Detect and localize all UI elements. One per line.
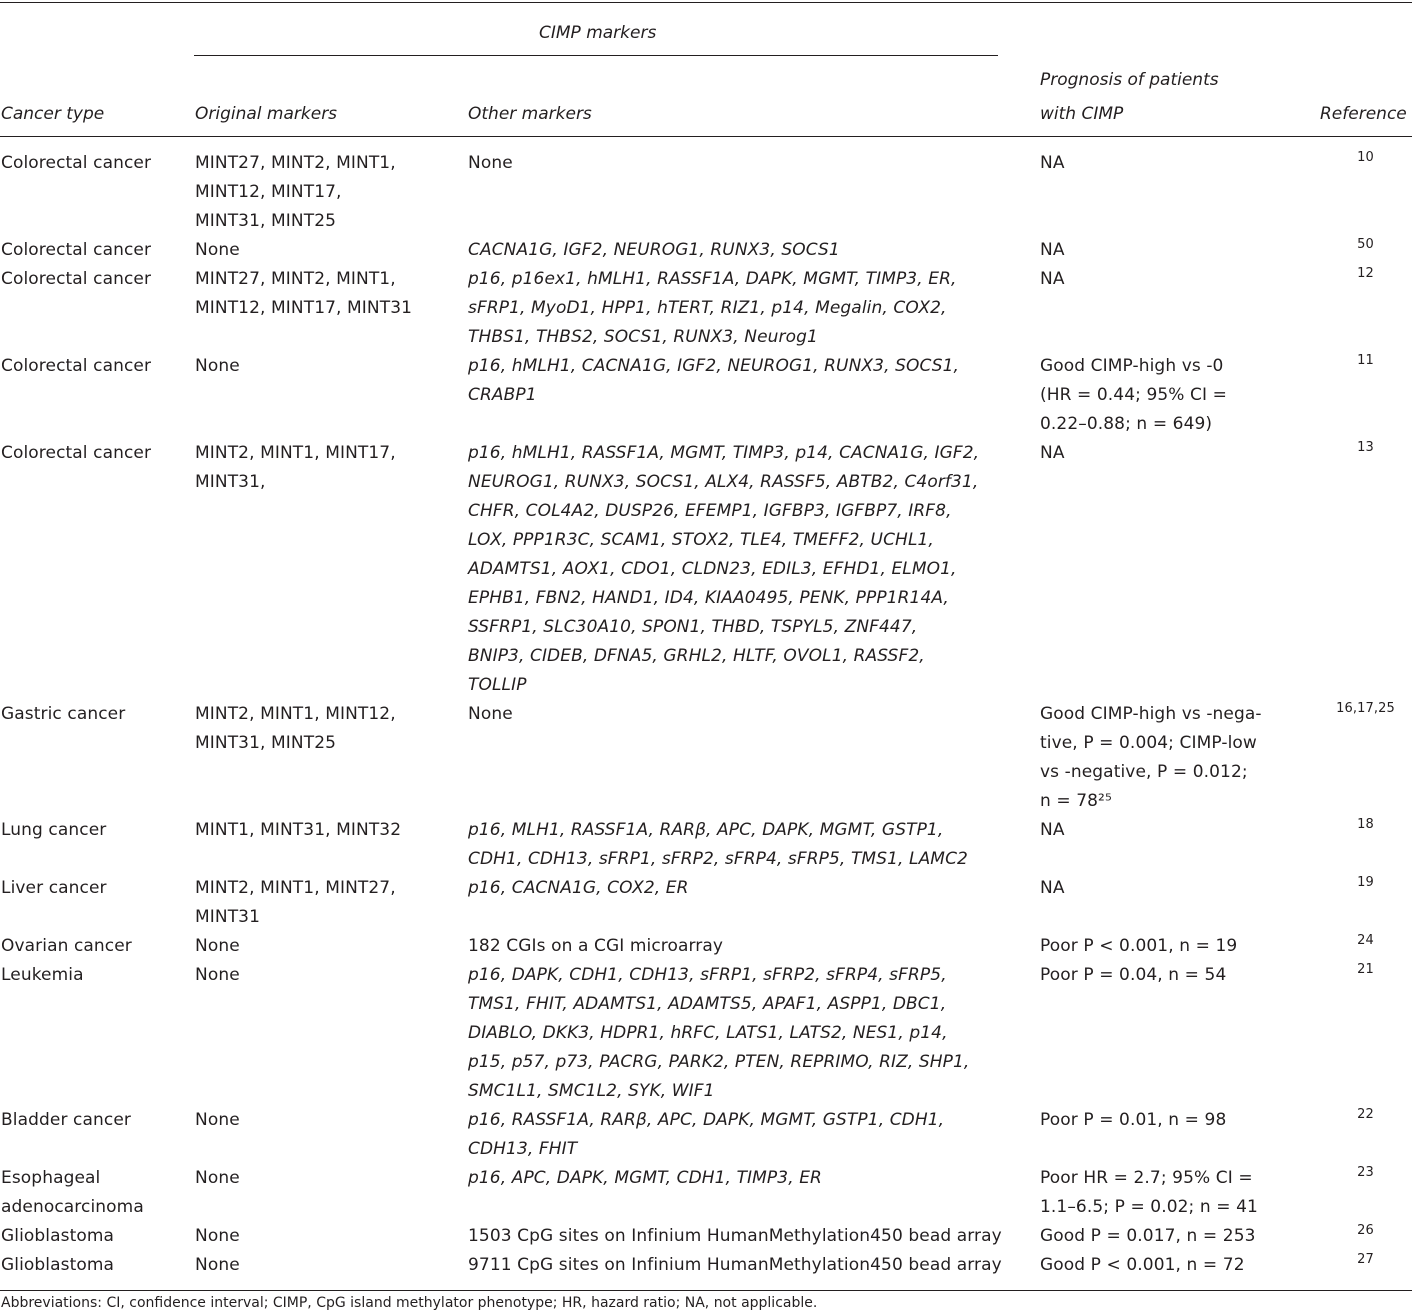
table-row bbox=[0, 874, 1412, 932]
table-body bbox=[0, 149, 1412, 1280]
cancer-type-cell: Colorectal cancer bbox=[1, 443, 152, 463]
header-other-markers: Other markers bbox=[468, 104, 592, 124]
cancer-type-cell: Glioblastoma bbox=[1, 1226, 115, 1246]
reference-number: 12 bbox=[1357, 266, 1374, 281]
cancer-type-cell: Lung cancer bbox=[1, 820, 107, 840]
cancer-type-cell: Colorectal cancer bbox=[1, 269, 152, 289]
cancer-type-cell: Bladder cancer bbox=[1, 1110, 131, 1130]
prognosis-cell: NA bbox=[1040, 153, 1065, 173]
other-markers-cell: p16, hMLH1, CACNA1G, IGF2, NEUROG1, RUNX3, SOCS1, CRABP1 bbox=[468, 356, 960, 405]
cancer-type-cell: Leukemia bbox=[1, 965, 84, 985]
reference-cell bbox=[1317, 236, 1412, 265]
header-reference: Reference bbox=[1320, 104, 1407, 124]
table-row bbox=[0, 1164, 1412, 1222]
table-row bbox=[0, 439, 1412, 700]
other-markers-cell: CACNA1G, IGF2, NEUROG1, RUNX3, SOCS1 bbox=[468, 240, 840, 260]
reference-cell bbox=[1317, 961, 1412, 1106]
original-markers-cell: MINT27, MINT2, MINT1, MINT12, MINT17, MINT31 bbox=[195, 269, 413, 318]
other-markers-cell: p16, MLH1, RASSF1A, RARβ, APC, DAPK, MGMT, GSTP1, CDH1, CDH13, sFRP1, sFRP2, sFRP4, sFRP5, TMS1, LAMC2 bbox=[468, 820, 968, 869]
prognosis-cell: Good P < 0.001, n = 72 bbox=[1040, 1255, 1245, 1275]
original-markers-cell: MINT1, MINT31, MINT32 bbox=[195, 820, 402, 840]
other-markers-cell: 9711 CpG sites on Infinium HumanMethylation450 bead array bbox=[468, 1255, 1002, 1275]
other-markers-cell: 182 CGIs on a CGI microarray bbox=[468, 936, 724, 956]
original-markers-cell: None bbox=[195, 1255, 240, 1275]
cancer-type-cell: Liver cancer bbox=[1, 878, 107, 898]
table-row bbox=[0, 352, 1412, 439]
original-markers-cell: MINT2, MINT1, MINT27, MINT31 bbox=[195, 878, 396, 927]
reference-cell bbox=[1317, 352, 1412, 439]
header-cimp-markers: CIMP markers bbox=[539, 23, 657, 43]
prognosis-cell: NA bbox=[1040, 269, 1065, 289]
original-markers-cell: MINT2, MINT1, MINT17, MINT31, bbox=[195, 443, 396, 492]
reference-number: 13 bbox=[1357, 440, 1374, 455]
reference-number: 16,17,25 bbox=[1336, 701, 1395, 716]
reference-cell bbox=[1317, 932, 1412, 961]
original-markers-cell: None bbox=[195, 1168, 240, 1188]
reference-number: 21 bbox=[1357, 962, 1374, 977]
table-row bbox=[0, 816, 1412, 874]
prognosis-cell: NA bbox=[1040, 878, 1065, 898]
original-markers-cell: None bbox=[195, 1226, 240, 1246]
reference-cell bbox=[1317, 1222, 1412, 1251]
reference-cell bbox=[1317, 439, 1412, 700]
prognosis-cell: NA bbox=[1040, 820, 1065, 840]
reference-cell bbox=[1317, 874, 1412, 932]
header-cancer-type: Cancer type bbox=[1, 104, 105, 124]
original-markers-cell: MINT2, MINT1, MINT12, MINT31, MINT25 bbox=[195, 704, 396, 753]
reference-cell bbox=[1317, 1251, 1412, 1280]
reference-cell bbox=[1317, 816, 1412, 874]
reference-number: 26 bbox=[1357, 1223, 1374, 1238]
prognosis-cell: Good CIMP-high vs -nega- tive, P = 0.004; CIMP-low vs -negative, P = 0.012; n = 78²⁵ bbox=[1040, 704, 1262, 811]
prognosis-cell: Poor HR = 2.7; 95% CI = 1.1–6.5; P = 0.02; n = 41 bbox=[1040, 1168, 1258, 1217]
reference-number: 23 bbox=[1357, 1165, 1374, 1180]
cancer-type-cell: Glioblastoma bbox=[1, 1255, 115, 1275]
original-markers-cell: None bbox=[195, 240, 240, 260]
cimp-table bbox=[0, 149, 1412, 1280]
reference-cell bbox=[1317, 1106, 1412, 1164]
reference-number: 18 bbox=[1357, 817, 1374, 832]
other-markers-cell: p16, hMLH1, RASSF1A, MGMT, TIMP3, p14, CACNA1G, IGF2, NEUROG1, RUNX3, SOCS1, ALX4, RASSF5, ABTB2, C4orf31, CHFR, COL4A2, DUSP26, EFEMP1, IGFBP3, IGFBP7, IRF8, LOX, PPP1R3C, SCAM1, STOX2, TLE4, TMEFF2, UCHL1, ADAMTS1, AOX1, CDO1, CLDN23, EDIL3, EFHD1, ELMO1, EPHB1, FBN2, HAND1, ID4, KIAA0495, PENK, PPP1R14A, SSFRP1, SLC30A10, SPON1, THBD, TSPYL5, ZNF447, BNIP3, CIDEB, DFNA5, GRHL2, HLTF, OVOL1, RASSF2, TOLLIP bbox=[468, 443, 980, 695]
other-markers-cell: p16, p16ex1, hMLH1, RASSF1A, DAPK, MGMT, TIMP3, ER, sFRP1, MyoD1, HPP1, hTERT, RIZ1, p14, Megalin, COX2, THBS1, THBS2, SOCS1, RUNX3, Neurog1 bbox=[468, 269, 957, 347]
reference-cell bbox=[1317, 149, 1412, 236]
table-row bbox=[0, 1251, 1412, 1280]
table-row bbox=[0, 700, 1412, 816]
original-markers-cell: None bbox=[195, 936, 240, 956]
header-prognosis: Prognosis of patients with CIMP bbox=[1040, 70, 1219, 124]
other-markers-cell: p16, DAPK, CDH1, CDH13, sFRP1, sFRP2, sFRP4, sFRP5, TMS1, FHIT, ADAMTS1, ADAMTS5, APAF1, ASPP1, DBC1, DIABLO, DKK3, HDPR1, hRFC, LATS1, LATS2, NES1, p14, p15, p57, p73, PACRG, PARK2, PTEN, REPRIMO, RIZ, SHP1, SMC1L1, SMC1L2, SYK, WIF1 bbox=[468, 965, 970, 1101]
other-markers-cell: p16, RASSF1A, RARβ, APC, DAPK, MGMT, GSTP1, CDH1, CDH13, FHIT bbox=[468, 1110, 945, 1159]
cancer-type-cell: Ovarian cancer bbox=[1, 936, 132, 956]
other-markers-cell: 1503 CpG sites on Infinium HumanMethylation450 bead array bbox=[468, 1226, 1002, 1246]
reference-number: 10 bbox=[1357, 150, 1374, 165]
footnote: Abbreviations: CI, confidence interval; CIMP, CpG island methylator phenotype; HR, hazard ratio; NA, not applicable. bbox=[1, 1295, 818, 1311]
prognosis-cell: Good CIMP-high vs -0 (HR = 0.44; 95% CI = 0.22–0.88; n = 649) bbox=[1040, 356, 1227, 434]
table-row bbox=[0, 932, 1412, 961]
prognosis-cell: Good P = 0.017, n = 253 bbox=[1040, 1226, 1256, 1246]
reference-number: 50 bbox=[1357, 237, 1374, 252]
other-markers-cell: p16, APC, DAPK, MGMT, CDH1, TIMP3, ER bbox=[468, 1168, 822, 1188]
original-markers-cell: None bbox=[195, 356, 240, 376]
prognosis-cell: NA bbox=[1040, 443, 1065, 463]
other-markers-cell: None bbox=[468, 704, 513, 724]
prognosis-cell: Poor P = 0.01, n = 98 bbox=[1040, 1110, 1227, 1130]
reference-cell bbox=[1317, 265, 1412, 352]
header-original-markers: Original markers bbox=[195, 104, 338, 124]
reference-cell bbox=[1317, 700, 1412, 816]
cancer-type-cell: Colorectal cancer bbox=[1, 240, 152, 260]
table-row bbox=[0, 236, 1412, 265]
top-rule bbox=[0, 2, 1412, 3]
cancer-type-cell: Esophageal adenocarcinoma bbox=[1, 1168, 144, 1217]
reference-number: 27 bbox=[1357, 1252, 1374, 1267]
reference-number: 24 bbox=[1357, 933, 1374, 948]
reference-number: 22 bbox=[1357, 1107, 1374, 1122]
table-row bbox=[0, 961, 1412, 1106]
original-markers-cell: MINT27, MINT2, MINT1, MINT12, MINT17, MINT31, MINT25 bbox=[195, 153, 396, 231]
cancer-type-cell: Gastric cancer bbox=[1, 704, 126, 724]
cimp-markers-spanner-rule bbox=[194, 55, 998, 56]
bottom-rule bbox=[0, 1290, 1412, 1291]
table-row bbox=[0, 1222, 1412, 1251]
table-row bbox=[0, 265, 1412, 352]
original-markers-cell: None bbox=[195, 965, 240, 985]
table-row bbox=[0, 1106, 1412, 1164]
prognosis-cell: Poor P < 0.001, n = 19 bbox=[1040, 936, 1238, 956]
reference-cell bbox=[1317, 1164, 1412, 1222]
reference-number: 19 bbox=[1357, 875, 1374, 890]
original-markers-cell: None bbox=[195, 1110, 240, 1130]
cancer-type-cell: Colorectal cancer bbox=[1, 356, 152, 376]
reference-number: 11 bbox=[1357, 353, 1374, 368]
prognosis-cell: NA bbox=[1040, 240, 1065, 260]
table-row bbox=[0, 149, 1412, 236]
header-rule bbox=[0, 136, 1412, 137]
other-markers-cell: p16, CACNA1G, COX2, ER bbox=[468, 878, 689, 898]
prognosis-cell: Poor P = 0.04, n = 54 bbox=[1040, 965, 1227, 985]
cancer-type-cell: Colorectal cancer bbox=[1, 153, 152, 173]
other-markers-cell: None bbox=[468, 153, 513, 173]
